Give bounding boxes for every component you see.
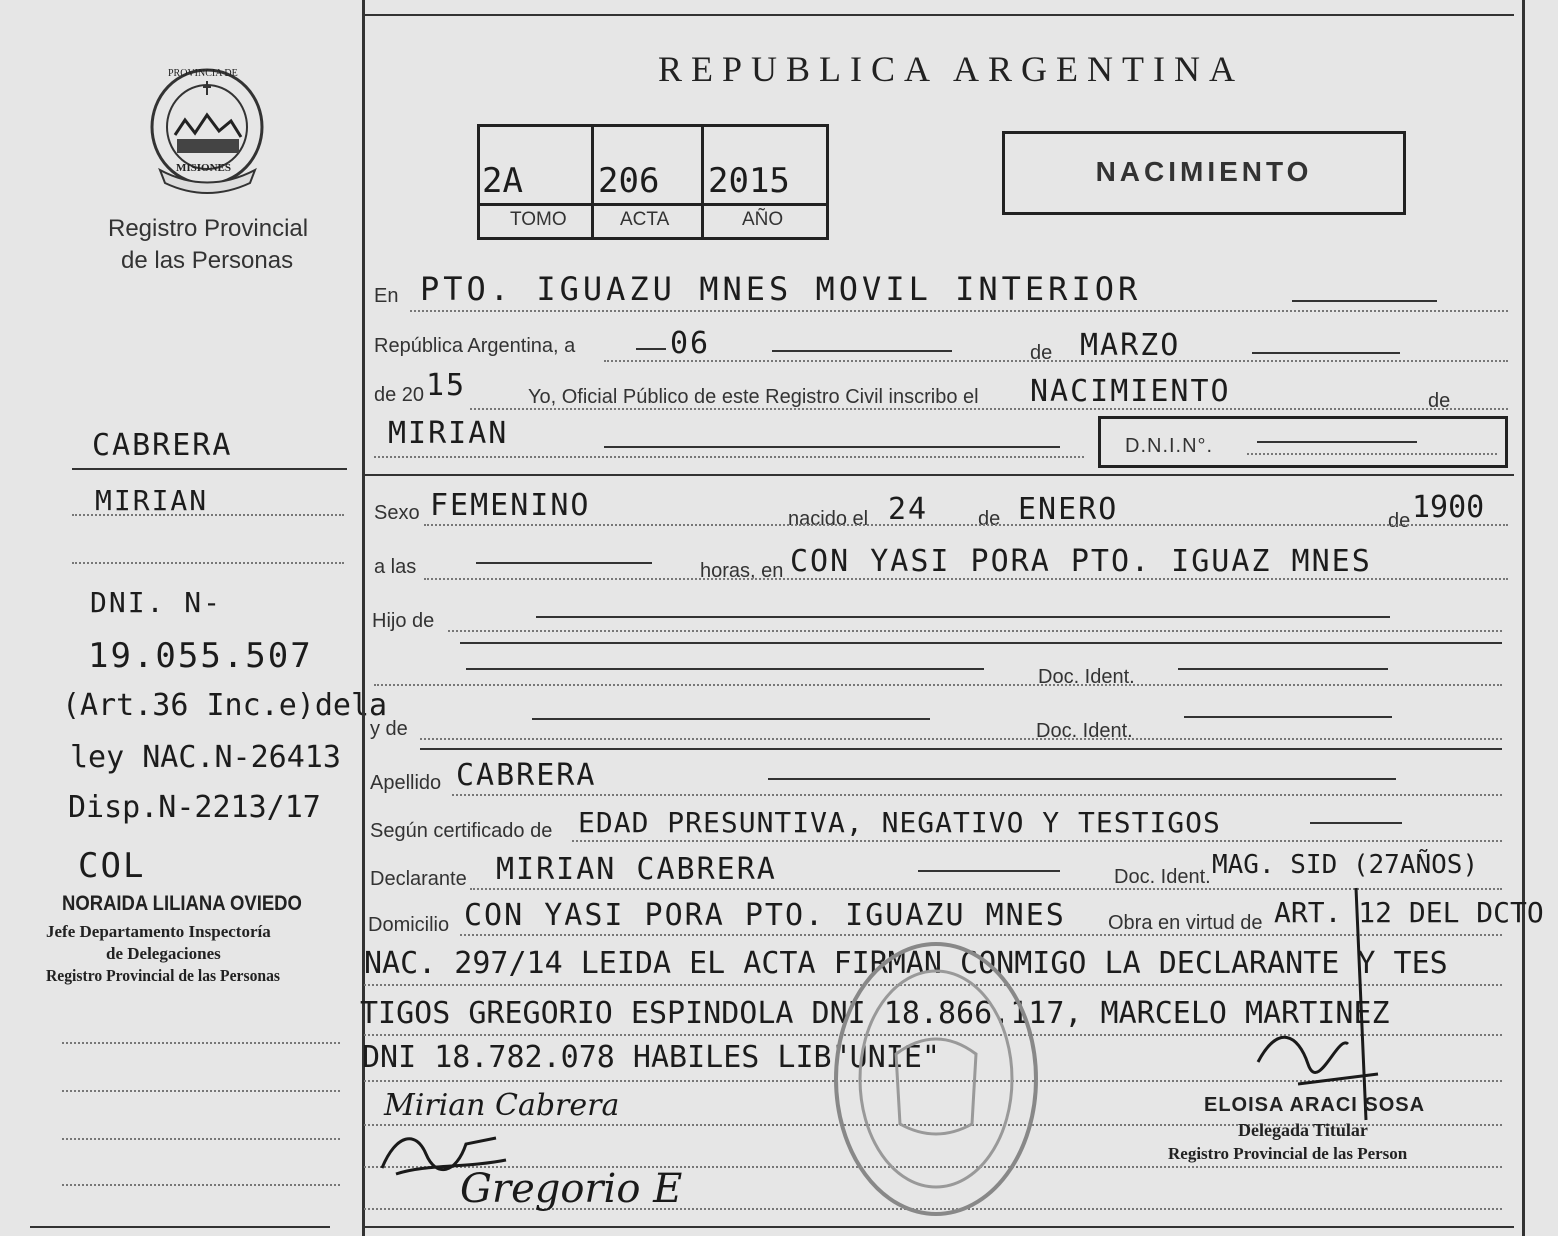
birth-year: 1900 [1412, 490, 1485, 525]
act-text-line2: TIGOS GREGORIO ESPINDOLA DNI 18.866.117, MARCELO MARTINEZ [360, 996, 1390, 1031]
margin-law-line3: Disp.N-2213/17 [68, 790, 321, 825]
handwritten-dash [1310, 822, 1402, 824]
apellido-label: Apellido [370, 772, 442, 794]
person-name: MIRIAN [388, 416, 509, 451]
dni-label: D.N.I.N°. [1125, 435, 1214, 457]
handwritten-dash [1184, 716, 1392, 718]
doc-ident-label-2: Doc. Ident. [1036, 720, 1133, 742]
act-text-line1: NAC. 297/14 LEIDA EL ACTA FIRMAN CONMIGO LA DECLARANTE Y TES [364, 946, 1448, 981]
tomo-label: TOMO [510, 209, 567, 230]
margin-dotted-line [62, 1042, 340, 1044]
bottom-rule [364, 1226, 1514, 1228]
margin-col: COL [78, 846, 146, 886]
handwritten-dash [1178, 668, 1388, 670]
page-right-edge [1522, 0, 1525, 1236]
doc-ident-label: Doc. Ident. [1038, 666, 1135, 688]
section-rule [364, 474, 1514, 476]
sexo-label: Sexo [374, 502, 420, 524]
a-las-label: a las [374, 556, 417, 578]
declarante-doc-label: Doc. Ident. [1114, 866, 1211, 888]
segun-label: Según certificado de [370, 820, 553, 842]
margin-dni-number: 19.055.507 [88, 636, 313, 676]
ano-label: AÑO [742, 209, 784, 230]
signatory-name: ELOISA ARACI SOSA [1204, 1094, 1426, 1116]
handwritten-dash [772, 350, 952, 352]
form-line [448, 630, 1502, 632]
de-label: de [1030, 342, 1053, 364]
dni-box [1098, 416, 1508, 468]
official-round-stamp [826, 934, 1046, 1224]
act-type-title: NACIMIENTO [1095, 156, 1313, 187]
signatory-title: Delegada Titular [1238, 1120, 1368, 1140]
section-rule [420, 748, 1502, 750]
handwritten-dash [636, 348, 666, 350]
form-line [604, 360, 1508, 362]
section-rule [460, 642, 1502, 644]
month-value: MARZO [1080, 328, 1181, 363]
birth-month: ENERO [1018, 492, 1119, 527]
declarante-label: Declarante [370, 868, 467, 890]
record-number-box [477, 124, 829, 240]
hijo-label: Hijo de [372, 610, 435, 632]
handwritten-dash [1257, 441, 1417, 443]
horas-label: horas, en [700, 560, 784, 582]
form-line [374, 456, 1084, 458]
acta-value: 206 [598, 161, 660, 201]
form-line [572, 840, 1502, 842]
apellido-value: CABRERA [456, 758, 597, 793]
en-label: En [374, 285, 399, 307]
acta-label: ACTA [620, 209, 670, 230]
sexo-value: FEMENINO [430, 488, 591, 523]
dni-line [1247, 453, 1497, 455]
form-line [374, 684, 1502, 686]
form-line [424, 578, 1508, 580]
de-label: de [1388, 510, 1411, 532]
margin-dotted-line [72, 562, 344, 564]
margin-law-line2: ley NAC.N-26413 [70, 740, 341, 775]
form-line [424, 524, 1508, 526]
birth-day: 24 [888, 492, 929, 527]
margin-dotted-line [72, 514, 344, 516]
form-line [410, 310, 1508, 312]
handwritten-dash [918, 870, 1060, 872]
margin-dotted-line [62, 1184, 340, 1186]
handwritten-dash [1292, 300, 1437, 302]
margin-rule [72, 468, 347, 470]
nacido-label: nacido el [788, 508, 869, 530]
registry-name-line1: Registro Provincial [108, 215, 309, 242]
form-line [452, 794, 1502, 796]
signatory-signature [1238, 884, 1398, 1124]
handwritten-dash [476, 562, 652, 564]
seal-bottom-text: MISIONES [176, 162, 232, 174]
margin-law-line1: (Art.36 Inc.e)dela [62, 688, 388, 723]
margin-name: MIRIAN [95, 484, 209, 517]
seal-top-text: PROVINCIA DE [168, 68, 238, 79]
handwritten-dash [604, 446, 1060, 448]
margin-bottom-rule [30, 1226, 330, 1228]
official-name-stamp: NORAIDA LILIANA OVIEDO [62, 892, 302, 915]
year-value: 15 [426, 368, 467, 403]
inscribe-value: NACIMIENTO [1030, 374, 1231, 409]
form-line [420, 738, 1502, 740]
day-value: 06 [670, 326, 711, 361]
handwritten-dash [466, 668, 984, 670]
official-title-line3: Registro Provincial de las Personas [46, 966, 281, 985]
obra-label: Obra en virtud de [1108, 912, 1263, 934]
label-divider [480, 203, 826, 206]
ano-value: 2015 [708, 161, 790, 201]
birth-place: CON YASI PORA PTO. IGUAZ MNES [790, 544, 1372, 579]
act-text-line3: DNI 18.782.078 HABILES LIB"UNIE" [362, 1040, 940, 1075]
domicilio-value: CON YASI PORA PTO. IGUAZU MNES [464, 898, 1066, 933]
margin-surname: CABRERA [92, 428, 233, 463]
handwritten-dash [536, 616, 1390, 618]
registry-name-line2: de las Personas [121, 247, 294, 274]
margin-dotted-line [62, 1090, 340, 1092]
en-value: PTO. IGUAZU MNES MOVIL INTERIOR [420, 270, 1142, 308]
handwritten-dash [768, 778, 1396, 780]
handwritten-dash [1252, 352, 1400, 354]
de20-label: de 20 [374, 384, 425, 406]
witness-signature: Gregorio E [460, 1166, 683, 1212]
official-title-line1: Jefe Departamento Inspectoría [46, 922, 271, 941]
misiones-seal-emblem [145, 65, 270, 195]
oficial-statement-label: Yo, Oficial Público de este Registro Civil inscribo el [528, 386, 979, 408]
top-rule [364, 14, 1514, 16]
declarante-doc-value: MAG. SID (27AÑOS) [1212, 850, 1479, 880]
de-label: de [978, 508, 1001, 530]
margin-dni-label: DNI. N- [90, 586, 223, 619]
declarante-value: MIRIAN CABRERA [496, 852, 777, 887]
de-label: de [1428, 390, 1451, 412]
republica-label: República Argentina, a [374, 335, 576, 357]
tomo-value: 2A [482, 161, 523, 201]
country-title: REPUBLICA ARGENTINA [658, 49, 1245, 89]
form-line [470, 408, 1508, 410]
act-type-box [1002, 131, 1406, 215]
obra-value: ART. 12 DEL DCTO [1274, 896, 1544, 929]
official-title-line2: de Delegaciones [106, 944, 221, 963]
domicilio-label: Domicilio [368, 914, 450, 936]
y-de-label: y de [370, 718, 408, 740]
segun-value: EDAD PRESUNTIVA, NEGATIVO Y TESTIGOS [578, 806, 1221, 839]
margin-dotted-line [62, 1138, 340, 1140]
handwritten-dash [532, 718, 930, 720]
signatory-office: Registro Provincial de las Person [1168, 1144, 1408, 1163]
declarante-signature: Mirian Cabrera [384, 1088, 620, 1123]
